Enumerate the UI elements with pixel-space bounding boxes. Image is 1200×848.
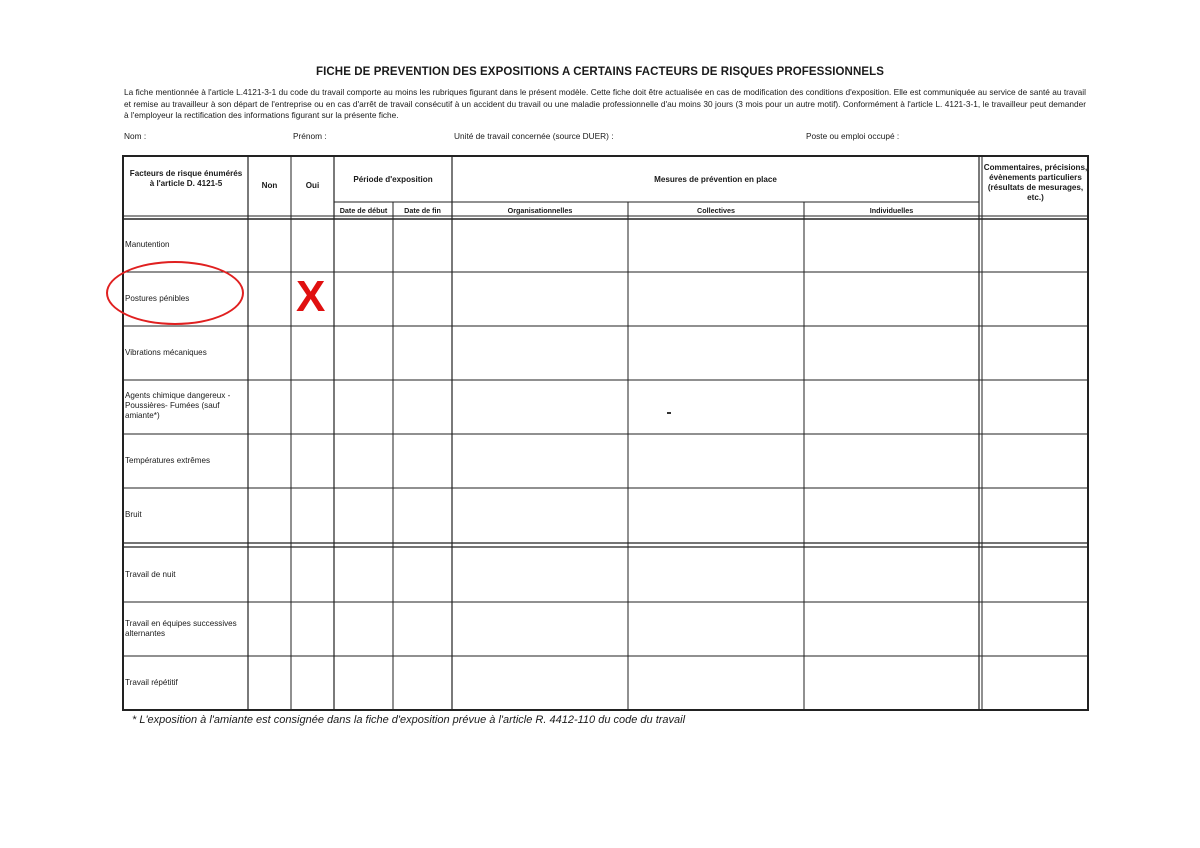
row-label-agents-chimiques: Agents chimique dangereux - Poussières- Fumées (sauf amiante*) — [125, 391, 231, 420]
row-label-manutention: Manutention — [125, 240, 170, 249]
row-label-vibrations: Vibrations mécaniques — [125, 348, 207, 357]
row-label-bruit: Bruit — [125, 510, 142, 519]
subheader-date-debut: Date de début — [339, 206, 388, 215]
intro-paragraph: La fiche mentionnée à l'article L.4121-3-1 du code du travail comporte au moins les rubriques figurant dans le présent modèle. Cette fiche doit être actualisée en cas de modification des conditions d'exposition. Elle est communiquée au service de santé au travail et remise au travailleur à son départ de l'entreprise ou en cas d'arrêt de travail consécutif à un accident du travail ou une maladie professionnelle d'au moins 30 jours (3 mois pour un autre motif). Conformément à l'article L. 4121-3-1, le travailleur peut demander à l'employeur la rectification des informations figurant sur la présente fiche. — [124, 87, 1086, 120]
header-commentaires: Commentaires, précisions, évènements particuliers (résultats de mesurages, etc.) — [983, 163, 1088, 202]
header-non: Non — [261, 181, 278, 190]
field-unite: Unité de travail concernée (source DUER) : — [454, 131, 614, 141]
field-poste: Poste ou emploi occupé : — [806, 131, 900, 141]
subheader-collectives: Collectives — [697, 206, 735, 215]
header-oui: Oui — [305, 181, 320, 190]
row-label-equipes-alternantes: Travail en équipes successives alternantes — [125, 619, 237, 638]
subheader-individuelles: Individuelles — [869, 206, 914, 215]
subheader-date-fin: Date de fin — [404, 206, 441, 215]
scan-speck — [667, 412, 671, 414]
row-label-travail-nuit: Travail de nuit — [125, 570, 176, 579]
subheader-organisationnelles: Organisationnelles — [507, 206, 573, 215]
field-nom: Nom : — [124, 131, 147, 141]
row-label-temperatures: Températures extrêmes — [125, 456, 211, 465]
header-periode: Période d'exposition — [353, 175, 433, 184]
table-grid-lines — [122, 155, 1089, 711]
header-mesures: Mesures de prévention en place — [654, 175, 777, 184]
highlight-ellipse — [106, 261, 244, 325]
document-title: FICHE DE PREVENTION DES EXPOSITIONS A CERTAINS FACTEURS DE RISQUES PROFESSIONNELS — [315, 66, 885, 78]
exposure-table — [122, 155, 1089, 711]
field-prenom: Prénom : — [293, 131, 327, 141]
row-label-postures: Postures pénibles — [125, 294, 190, 303]
header-facteurs: Facteurs de risque énumérés à l'article D. 4121-5 — [129, 169, 243, 188]
row-label-travail-repetitif: Travail répétitif — [125, 678, 178, 687]
footnote: * L'exposition à l'amiante est consignée dans la fiche d'exposition prévue à l'article R. 4412-110 du code du travail — [132, 714, 686, 726]
oui-check-mark: X — [296, 272, 326, 321]
